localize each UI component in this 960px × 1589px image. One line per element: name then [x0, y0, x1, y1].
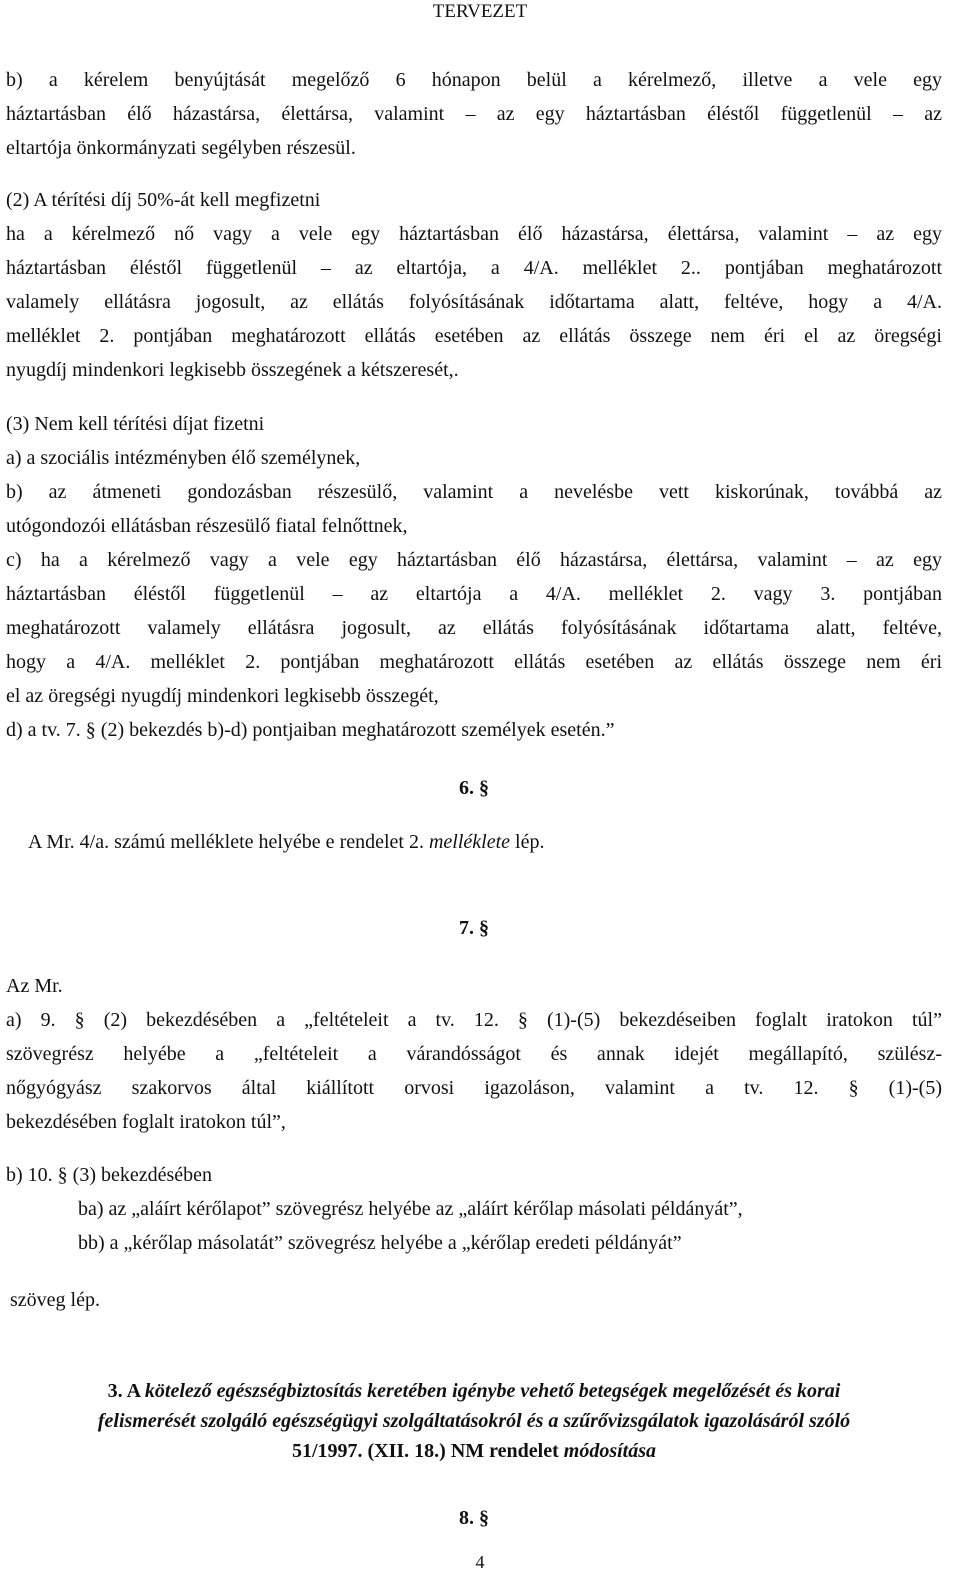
title-3-line-3 [0, 1439, 948, 1463]
section-6-text [28, 830, 942, 854]
para-3-item-c-cont: el az öregségi nyugdíj mindenkori legkisebb összegét, [6, 685, 439, 707]
para-b-line: eltartója önkormányzati segélyben részesül. [6, 137, 356, 159]
para-3-item-c: c) ha a kérelmező vagy a vele egy háztartásban élő házastársa, élettársa, valamint – az egy [6, 549, 942, 571]
para-b-line: háztartásban élő házastársa, élettársa, valamint – az egy háztartásban éléstől függetlenül – az [6, 103, 942, 125]
title-3-line-2: felismerését szolgáló egészségügyi szolgáltatásokról és a szűrővizsgálatok igazolásáról szóló [97, 1410, 851, 1432]
para-2-heading: (2) A térítési díj 50%-át kell megfizetni [6, 189, 321, 211]
section-6-heading: 6. § [459, 777, 489, 799]
section-7-closing: szöveg lép. [10, 1289, 100, 1311]
para-2-line: valamely ellátásra jogosult, az ellátás folyósításának időtartama alatt, feltéve, hogy a 4/A. [6, 291, 942, 313]
section-7-b-intro: b) 10. § (3) bekezdésében [6, 1164, 213, 1186]
draft-header: TERVEZET [432, 1, 528, 22]
section-7-intro: Az Mr. [6, 975, 63, 997]
para-2-line: nyugdíj mindenkori legkisebb összegének a kétszeresét,. [6, 359, 459, 381]
para-2-line: háztartásban éléstől függetlenül – az eltartója, a 4/A. melléklet 2.. pontjában meghatározott [6, 257, 942, 279]
section-6-text-b: lép. [510, 831, 545, 853]
para-3-item-c-cont: meghatározott valamely ellátásra jogosult, az ellátás folyósításának időtartama alatt, feltéve, [6, 617, 942, 639]
para-2-line: melléklet 2. pontjában meghatározott ellátás esetében az ellátás összege nem éri el az öregségi [6, 325, 942, 347]
para-b-line: b) a kérelem benyújtását megelőző 6 hónapon belül a kérelmező, illetve a vele egy [6, 69, 942, 91]
para-3-item-d: d) a tv. 7. § (2) bekezdés b)-d) pontjaiban meghatározott személyek esetén.” [6, 719, 615, 741]
para-3-item-c-cont: hogy a 4/A. melléklet 2. pontjában meghatározott ellátás esetében az ellátás összege nem éri [6, 651, 942, 673]
section-8-heading: 8. § [459, 1507, 489, 1529]
section-7-heading: 7. § [459, 917, 489, 939]
title-3-line-3-text: 51/1997. (XII. 18.) NM rendelet [291, 1440, 564, 1462]
title-3-line-3-italic: módosítása [563, 1440, 657, 1462]
section-7-a-line: nőgyógyász szakorvos által kiállított orvosi igazoláson, valamint a tv. 12. § (1)-(5) [6, 1077, 942, 1099]
para-2-line: ha a kérelmező nő vagy a vele egy háztartásban élő házastársa, élettársa, valamint – az egy [6, 223, 942, 245]
title-3-line-1 [0, 1379, 948, 1403]
section-7-a-line: bekezdésében foglalt iratokon túl”, [6, 1111, 286, 1133]
section-7-bb: bb) a „kérőlap másolatát” szövegrész helyébe a „kérőlap eredeti példányát” [78, 1232, 682, 1254]
para-3-item-b-cont: utógondozói ellátásban részesülő fiatal felnőttnek, [6, 515, 408, 537]
section-7-a-line: szövegrész helyébe a „feltételeit a várandósságot és annak idejét megállapító, szülész- [6, 1043, 942, 1065]
section-6-text-italic: melléklete [428, 831, 511, 853]
title-3-line-1-text: kötelező egészségbiztosítás keretében igénybe vehető betegségek megelőzését és korai [144, 1380, 841, 1402]
para-3-item-a: a) a szociális intézményben élő személynek, [6, 447, 361, 469]
para-3-heading: (3) Nem kell térítési díjat fizetni [6, 413, 265, 435]
section-7-a-line: a) 9. § (2) bekezdésében a „feltételeit a tv. 12. § (1)-(5) bekezdéseiben foglalt iratokon túl” [6, 1009, 942, 1031]
title-3-num: 3. A [107, 1380, 145, 1402]
section-6-text-a: A Mr. 4/a. számú melléklete helyébe e rendelet 2. [28, 831, 429, 853]
para-3-item-c-cont: háztartásban éléstől függetlenül – az eltartója a 4/A. melléklet 2. vagy 3. pontjában [6, 583, 942, 605]
section-7-ba: ba) az „aláírt kérőlapot” szövegrész helyébe az „aláírt kérőlap másolati példányát”, [78, 1198, 743, 1220]
para-3-item-b: b) az átmeneti gondozásban részesülő, valamint a nevelésbe vett kiskorúnak, továbbá az [6, 481, 942, 503]
page-number: 4 [475, 1552, 485, 1572]
